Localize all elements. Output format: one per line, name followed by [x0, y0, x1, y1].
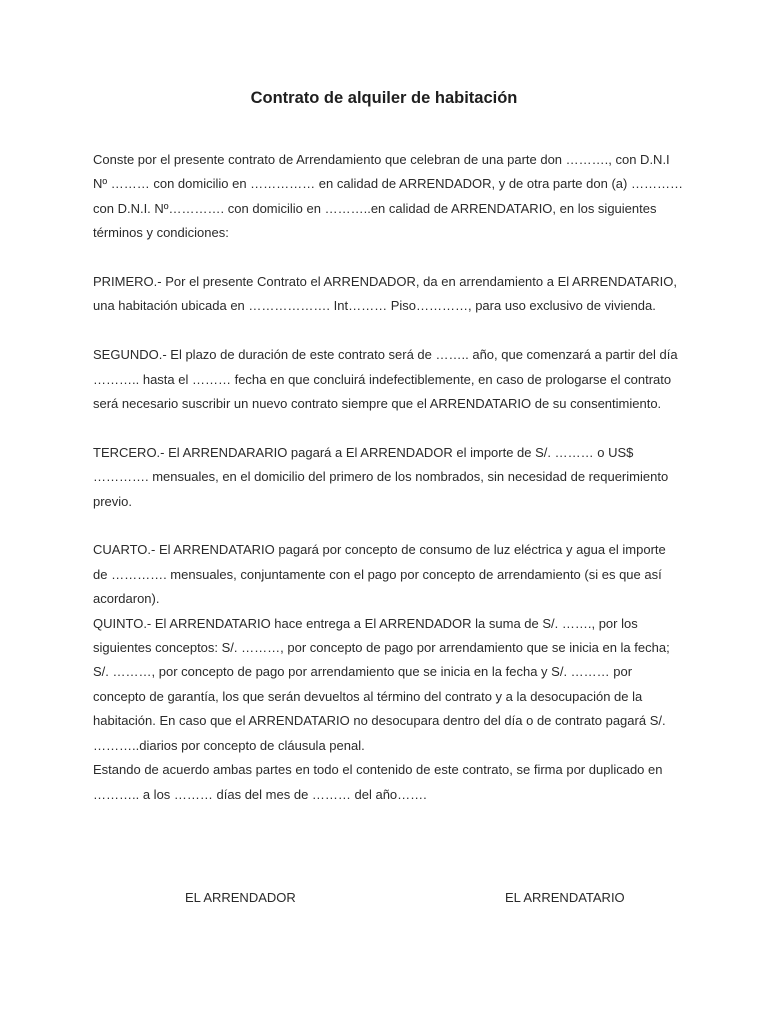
clause-quinto: QUINTO.- El ARRENDATARIO hace entrega a El ARRENDADOR la suma de S/. ……., por los siguientes conceptos: S/. ………, por concepto de pago por arrendamiento que se inicia en la fecha; S/. ………, por concepto de pago por arrendamiento que se inicia en la fecha y S/. ……… por concepto de garantía, los que serán devueltos al término del contrato y a la desocupación de la habitación. En caso que el ARRENDATARIO no desocupara dentro del día o de contrato pagará S/. ………..diarios por concepto de cláusula penal.	[93, 615, 670, 753]
document-body	[93, 148, 683, 807]
signature-arrendatario: EL ARRENDATARIO	[505, 890, 625, 905]
document-title: Contrato de alquiler de habitación	[250, 89, 518, 107]
clause-tercero: TERCERO.- El ARRENDARARIO pagará a El ARRENDADOR el importe de S/. ……… o US$ …………. mensuales, en el domicilio del primero de los nombrados, sin necesidad de requerimiento previo.	[93, 444, 669, 509]
clause-segundo: SEGUNDO.- El plazo de duración de este contrato será de …….. año, que comenzará a partir del día ……….. hasta el ……… fecha en que concluirá indefectiblemente, en caso de prologarse el contrato será necesario suscribir un nuevo contrato siempre que el ARRENDATARIO de su consentimiento.	[93, 347, 678, 412]
clause-cuarto: CUARTO.- El ARRENDATARIO pagará por concepto de consumo de luz eléctrica y agua el importe de …………. mensuales, conjuntamente con el pago por concepto de arrendamiento (si es que así acordaron).	[93, 542, 666, 607]
paragraph-spacer	[93, 416, 683, 440]
paragraph-spacer	[93, 246, 683, 270]
clause-primero: PRIMERO.- Por el presente Contrato el ARRENDADOR, da en arrendamiento a El ARRENDATARIO, una habitación ubicada en ………………. Int……… Piso…………, para uso exclusivo de vivienda.	[93, 274, 678, 314]
paragraph-spacer	[93, 514, 683, 538]
signature-arrendador: EL ARRENDADOR	[185, 890, 296, 905]
closing-paragraph: Estando de acuerdo ambas partes en todo el contenido de este contrato, se firma por duplicado en ……….. a los ……… días del mes de ……… del año…….	[93, 762, 663, 802]
paragraph-spacer	[93, 319, 683, 343]
intro-paragraph: Conste por el presente contrato de Arrendamiento que celebran de una parte don ………., con D.N.I Nº ……… con domicilio en …………… en calidad de ARRENDADOR, y de otra parte don (a) ………… con D.N.I. Nº…………. con domicilio en ………..en calidad de ARRENDATARIO, en los siguientes términos y condiciones:	[93, 152, 683, 241]
